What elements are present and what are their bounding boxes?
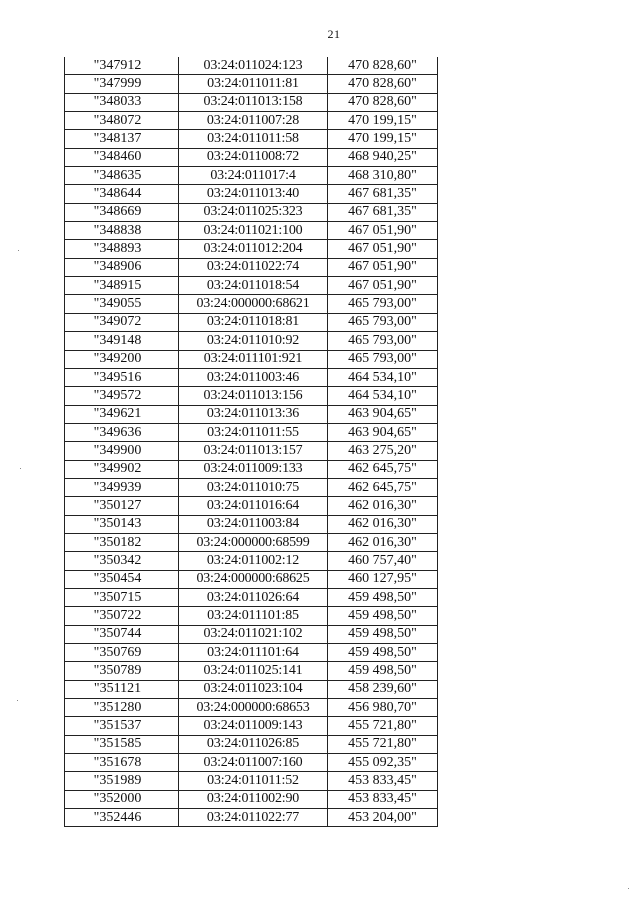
table-row xyxy=(65,368,438,386)
row-id-cell: "349148 xyxy=(65,332,179,350)
amount-cell: 462 016,30" xyxy=(328,533,438,551)
table-row xyxy=(65,515,438,533)
amount-cell: 470 828,60" xyxy=(328,57,438,75)
amount-cell: 459 498,50" xyxy=(328,644,438,662)
table-row xyxy=(65,552,438,570)
amount-cell: 460 757,40" xyxy=(328,552,438,570)
scan-speck xyxy=(17,700,18,701)
table-row xyxy=(65,442,438,460)
scan-speck xyxy=(18,250,19,251)
amount-cell: 467 051,90" xyxy=(328,222,438,240)
amount-cell: 462 016,30" xyxy=(328,515,438,533)
registry-table-body xyxy=(65,57,438,827)
amount-cell: 468 940,25" xyxy=(328,148,438,166)
row-id-cell: "348460 xyxy=(65,148,179,166)
amount-cell: 465 793,00" xyxy=(328,332,438,350)
table-row xyxy=(65,405,438,423)
cadastral-number-cell: 03:24:011013:156 xyxy=(179,387,328,405)
amount-cell: 467 051,90" xyxy=(328,277,438,295)
cadastral-number-cell: 03:24:011002:90 xyxy=(179,790,328,808)
table-row xyxy=(65,258,438,276)
row-id-cell: "350182 xyxy=(65,533,179,551)
table-row xyxy=(65,350,438,368)
table-row xyxy=(65,277,438,295)
cadastral-number-cell: 03:24:011011:55 xyxy=(179,423,328,441)
table-row xyxy=(65,57,438,75)
cadastral-number-cell: 03:24:000000:68625 xyxy=(179,570,328,588)
row-id-cell: "349900 xyxy=(65,442,179,460)
row-id-cell: "349055 xyxy=(65,295,179,313)
amount-cell: 467 051,90" xyxy=(328,258,438,276)
amount-cell: 456 980,70" xyxy=(328,699,438,717)
row-id-cell: "349200 xyxy=(65,350,179,368)
scan-speck xyxy=(628,888,629,889)
cadastral-number-cell: 03:24:011022:77 xyxy=(179,809,328,827)
table-row xyxy=(65,112,438,130)
amount-cell: 465 793,00" xyxy=(328,313,438,331)
amount-cell: 455 721,80" xyxy=(328,717,438,735)
table-row xyxy=(65,93,438,111)
row-id-cell: "352446 xyxy=(65,809,179,827)
row-id-cell: "349572 xyxy=(65,387,179,405)
cadastral-number-cell: 03:24:011101:64 xyxy=(179,644,328,662)
table-row xyxy=(65,717,438,735)
cadastral-number-cell: 03:24:011013:40 xyxy=(179,185,328,203)
row-id-cell: "348893 xyxy=(65,240,179,258)
amount-cell: 465 793,00" xyxy=(328,295,438,313)
row-id-cell: "350744 xyxy=(65,625,179,643)
amount-cell: 467 051,90" xyxy=(328,240,438,258)
amount-cell: 462 645,75" xyxy=(328,460,438,478)
row-id-cell: "349902 xyxy=(65,460,179,478)
table-row xyxy=(65,332,438,350)
table-row xyxy=(65,185,438,203)
amount-cell: 459 498,50" xyxy=(328,588,438,606)
row-id-cell: "351678 xyxy=(65,754,179,772)
cadastral-number-cell: 03:24:011008:72 xyxy=(179,148,328,166)
row-id-cell: "348033 xyxy=(65,93,179,111)
table-row xyxy=(65,588,438,606)
amount-cell: 470 199,15" xyxy=(328,112,438,130)
cadastral-number-cell: 03:24:011023:104 xyxy=(179,680,328,698)
table-row xyxy=(65,735,438,753)
cadastral-number-cell: 03:24:011025:141 xyxy=(179,662,328,680)
cadastral-number-cell: 03:24:011007:28 xyxy=(179,112,328,130)
table-row xyxy=(65,809,438,827)
row-id-cell: "347912 xyxy=(65,57,179,75)
table-row xyxy=(65,460,438,478)
amount-cell: 470 199,15" xyxy=(328,130,438,148)
row-id-cell: "351280 xyxy=(65,699,179,717)
cadastral-number-cell: 03:24:011002:12 xyxy=(179,552,328,570)
amount-cell: 460 127,95" xyxy=(328,570,438,588)
table-row xyxy=(65,203,438,221)
cadastral-number-cell: 03:24:011007:160 xyxy=(179,754,328,772)
row-id-cell: "351989 xyxy=(65,772,179,790)
cadastral-number-cell: 03:24:011011:52 xyxy=(179,772,328,790)
row-id-cell: "350715 xyxy=(65,588,179,606)
cadastral-number-cell: 03:24:011013:36 xyxy=(179,405,328,423)
amount-cell: 463 904,65" xyxy=(328,405,438,423)
cadastral-number-cell: 03:24:011017:4 xyxy=(179,167,328,185)
row-id-cell: "347999 xyxy=(65,75,179,93)
cadastral-number-cell: 03:24:011021:100 xyxy=(179,222,328,240)
table-row xyxy=(65,423,438,441)
registry-table xyxy=(64,57,438,827)
table-row xyxy=(65,754,438,772)
table-row xyxy=(65,644,438,662)
amount-cell: 459 498,50" xyxy=(328,625,438,643)
amount-cell: 465 793,00" xyxy=(328,350,438,368)
amount-cell: 463 275,20" xyxy=(328,442,438,460)
cadastral-number-cell: 03:24:011018:54 xyxy=(179,277,328,295)
cadastral-number-cell: 03:24:011009:133 xyxy=(179,460,328,478)
page-number: 21 xyxy=(327,27,341,41)
row-id-cell: "351121 xyxy=(65,680,179,698)
table-row xyxy=(65,167,438,185)
row-id-cell: "348669 xyxy=(65,203,179,221)
table-row xyxy=(65,148,438,166)
row-id-cell: "349636 xyxy=(65,423,179,441)
row-id-cell: "349939 xyxy=(65,478,179,496)
amount-cell: 453 833,45" xyxy=(328,790,438,808)
row-id-cell: "348915 xyxy=(65,277,179,295)
row-id-cell: "348838 xyxy=(65,222,179,240)
table-row xyxy=(65,497,438,515)
amount-cell: 464 534,10" xyxy=(328,368,438,386)
cadastral-number-cell: 03:24:011016:64 xyxy=(179,497,328,515)
row-id-cell: "350143 xyxy=(65,515,179,533)
amount-cell: 470 828,60" xyxy=(328,75,438,93)
amount-cell: 470 828,60" xyxy=(328,93,438,111)
table-row xyxy=(65,295,438,313)
amount-cell: 453 204,00" xyxy=(328,809,438,827)
table-row xyxy=(65,662,438,680)
row-id-cell: "348635 xyxy=(65,167,179,185)
row-id-cell: "348137 xyxy=(65,130,179,148)
scan-speck xyxy=(20,468,21,469)
cadastral-number-cell: 03:24:011101:85 xyxy=(179,607,328,625)
amount-cell: 468 310,80" xyxy=(328,167,438,185)
table-row xyxy=(65,240,438,258)
row-id-cell: "351537 xyxy=(65,717,179,735)
amount-cell: 458 239,60" xyxy=(328,680,438,698)
row-id-cell: "348072 xyxy=(65,112,179,130)
cadastral-number-cell: 03:24:011012:204 xyxy=(179,240,328,258)
row-id-cell: "348906 xyxy=(65,258,179,276)
row-id-cell: "350722 xyxy=(65,607,179,625)
row-id-cell: "350127 xyxy=(65,497,179,515)
amount-cell: 462 016,30" xyxy=(328,497,438,515)
table-row xyxy=(65,790,438,808)
amount-cell: 459 498,50" xyxy=(328,662,438,680)
cadastral-number-cell: 03:24:011013:158 xyxy=(179,93,328,111)
cadastral-number-cell: 03:24:011026:85 xyxy=(179,735,328,753)
cadastral-number-cell: 03:24:011024:123 xyxy=(179,57,328,75)
amount-cell: 455 092,35" xyxy=(328,754,438,772)
row-id-cell: "350769 xyxy=(65,644,179,662)
table-row xyxy=(65,699,438,717)
table-row xyxy=(65,222,438,240)
row-id-cell: "352000 xyxy=(65,790,179,808)
amount-cell: 462 645,75" xyxy=(328,478,438,496)
cadastral-number-cell: 03:24:011011:81 xyxy=(179,75,328,93)
cadastral-number-cell: 03:24:011011:58 xyxy=(179,130,328,148)
row-id-cell: "349516 xyxy=(65,368,179,386)
table-row xyxy=(65,533,438,551)
cadastral-number-cell: 03:24:000000:68599 xyxy=(179,533,328,551)
cadastral-number-cell: 03:24:011022:74 xyxy=(179,258,328,276)
table-row xyxy=(65,625,438,643)
cadastral-number-cell: 03:24:011003:84 xyxy=(179,515,328,533)
cadastral-number-cell: 03:24:011009:143 xyxy=(179,717,328,735)
table-row xyxy=(65,75,438,93)
cadastral-number-cell: 03:24:011010:75 xyxy=(179,478,328,496)
cadastral-number-cell: 03:24:011025:323 xyxy=(179,203,328,221)
table-row xyxy=(65,313,438,331)
amount-cell: 455 721,80" xyxy=(328,735,438,753)
row-id-cell: "349072 xyxy=(65,313,179,331)
amount-cell: 464 534,10" xyxy=(328,387,438,405)
amount-cell: 459 498,50" xyxy=(328,607,438,625)
row-id-cell: "349621 xyxy=(65,405,179,423)
cadastral-number-cell: 03:24:011010:92 xyxy=(179,332,328,350)
table-row xyxy=(65,387,438,405)
cadastral-number-cell: 03:24:000000:68621 xyxy=(179,295,328,313)
table-row xyxy=(65,680,438,698)
table-row xyxy=(65,772,438,790)
amount-cell: 467 681,35" xyxy=(328,203,438,221)
cadastral-number-cell: 03:24:011018:81 xyxy=(179,313,328,331)
amount-cell: 453 833,45" xyxy=(328,772,438,790)
table-row xyxy=(65,607,438,625)
amount-cell: 467 681,35" xyxy=(328,185,438,203)
row-id-cell: "350342 xyxy=(65,552,179,570)
table-row xyxy=(65,130,438,148)
row-id-cell: "350454 xyxy=(65,570,179,588)
amount-cell: 463 904,65" xyxy=(328,423,438,441)
cadastral-number-cell: 03:24:011003:46 xyxy=(179,368,328,386)
cadastral-number-cell: 03:24:011101:921 xyxy=(179,350,328,368)
cadastral-number-cell: 03:24:011021:102 xyxy=(179,625,328,643)
table-row xyxy=(65,570,438,588)
row-id-cell: "348644 xyxy=(65,185,179,203)
cadastral-number-cell: 03:24:011026:64 xyxy=(179,588,328,606)
cadastral-number-cell: 03:24:000000:68653 xyxy=(179,699,328,717)
table-row xyxy=(65,478,438,496)
row-id-cell: "351585 xyxy=(65,735,179,753)
row-id-cell: "350789 xyxy=(65,662,179,680)
cadastral-number-cell: 03:24:011013:157 xyxy=(179,442,328,460)
